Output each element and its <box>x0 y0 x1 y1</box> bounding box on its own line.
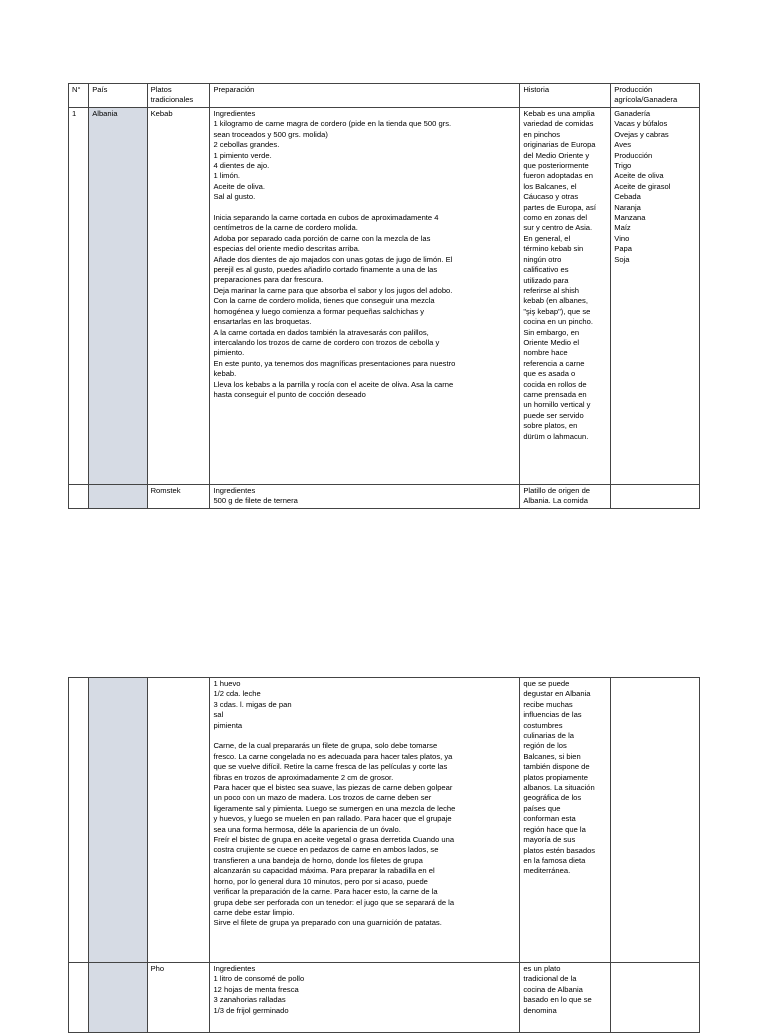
preparation-cell <box>210 485 520 509</box>
text-line: A la carne cortada en dados también la atravesarás con palillos, <box>213 327 429 337</box>
text-line: 12 hojas de menta fresca <box>213 984 299 994</box>
text-line: Ovejas y cabras <box>614 129 669 139</box>
text-line: que posteriormente <box>523 161 589 171</box>
text-line: Cáucaso y otras <box>523 192 579 202</box>
text-line: recibe muchas <box>523 699 573 709</box>
table-row <box>69 485 700 509</box>
text-line: Platillo de origen de <box>523 486 591 495</box>
text-line: culinarias de la <box>523 731 574 741</box>
text-line: basado en lo que se <box>523 995 592 1005</box>
text-line: "şiş kebap"), que se <box>523 306 591 316</box>
header-pais: País <box>89 84 147 108</box>
text-line: países que <box>523 803 561 813</box>
text-line: 2 cebollas grandes. <box>213 140 280 150</box>
history-cell <box>520 485 611 509</box>
text-line: platos estén basados <box>523 845 596 855</box>
text-line: Albania. La comida <box>523 496 588 506</box>
text-line: costumbres <box>523 720 563 730</box>
text-line: intercalando los trozos de carne de cordero con trozos de cebolla y <box>213 337 440 347</box>
text-line: Con la carne de cordero molida, tienes que conseguir una mezcla <box>213 296 435 306</box>
text-line: kebab (en albanes, <box>523 296 588 306</box>
text-line: Ganadería <box>614 109 651 118</box>
text-line: que es asada o <box>523 369 576 379</box>
text-line: Aceite de oliva. <box>213 181 265 191</box>
text-line: Aceite de oliva <box>614 171 664 181</box>
text-line: originarias de Europa <box>523 140 596 150</box>
text-line: perejil es al gusto, puedes añadirlo cortado finamente a una de las <box>213 265 438 275</box>
text-line: ningún otro <box>523 254 562 264</box>
text-line: cocina en un pincho. <box>523 317 593 327</box>
text-line: grupa debe ser perforada con un tenedor: el jugo que se separará de la <box>213 897 455 907</box>
history-cell <box>520 963 611 1033</box>
text-line: Sal al gusto. <box>213 192 256 202</box>
text-line: utilizado para <box>523 275 569 285</box>
text-line: Aves <box>614 140 632 150</box>
text-line: Sirve el filete de grupa ya preparado con una guarnición de patatas. <box>213 918 442 928</box>
dish-name: Kebab <box>147 108 210 485</box>
text-line: Producción <box>614 150 653 160</box>
production-cell <box>611 963 700 1033</box>
text-line: Para hacer que el bistec sea suave, las piezas de carne deben golpear <box>213 783 453 793</box>
text-line: partes de Europa, así <box>523 202 596 212</box>
text-line: Maíz <box>614 223 631 233</box>
text-line: geográfica de los <box>523 793 582 803</box>
country-cell <box>89 963 147 1033</box>
text-line: alcanzarán su capacidad máxima. Para preparar la rabadilla en el <box>213 866 435 876</box>
text-line: es un plato <box>523 964 561 973</box>
production-cell <box>611 485 700 509</box>
row-number <box>69 678 89 963</box>
document-page-2 <box>68 677 700 1033</box>
text-line: influencias de las <box>523 710 582 720</box>
text-line: tradicional de la <box>523 974 577 984</box>
text-line: horno, por lo general dura 10 minutos, pero por si acaso, puede <box>213 876 428 886</box>
table-header-row <box>69 84 700 108</box>
row-number <box>69 485 89 509</box>
text-line: un hornillo vertical y <box>523 400 591 410</box>
text-line: pimienta <box>213 720 243 730</box>
text-line: Vino <box>614 233 630 243</box>
text-line: 1/2 cda. leche <box>213 689 261 699</box>
text-line: que se puede <box>523 679 570 688</box>
dish-name <box>147 678 210 963</box>
header-historia: Historia <box>520 84 611 108</box>
text-line: que se vuelve difícil. Retire la carne fresca de las películas y corte las <box>213 762 448 772</box>
text-line: Ingredientes <box>213 964 256 973</box>
text-line: carne debe estar limpio. <box>213 907 295 917</box>
preparation-cell <box>210 678 520 963</box>
dish-name: Pho <box>147 963 210 1033</box>
text-line: conforman esta <box>523 814 576 824</box>
dish-name: Romstek <box>147 485 210 509</box>
text-line: especias del oriente medio descritas arriba. <box>213 244 360 254</box>
text-line: degustar en Albania <box>523 689 591 699</box>
text-line: En general, el <box>523 233 571 243</box>
text-line: cocina de Albania <box>523 984 583 994</box>
text-line: ensartarlas en las broquetas. <box>213 317 312 327</box>
text-line: platos propiamente <box>523 772 588 782</box>
text-line: 1/3 de frijol germinado <box>213 1005 289 1015</box>
text-line: calificativo es <box>523 265 569 275</box>
text-line: sea una forma hermosa, déle la apariencia de un óvalo. <box>213 824 401 834</box>
text-line: verificar la preparación de la carne. Para hacer esto, la carne de la <box>213 887 438 897</box>
header-platos: Platos tradicionales <box>147 84 210 108</box>
country-cell: Albania <box>89 108 147 485</box>
text-line: sal <box>213 710 224 720</box>
text-line: Inicia separando la carne cortada en cubos de aproximadamente 4 <box>213 213 439 223</box>
text-line: Aceite de girasol <box>614 181 671 191</box>
text-line: Ingredientes <box>213 109 256 118</box>
text-line: región hace que la <box>523 824 586 834</box>
country-cell <box>89 678 147 963</box>
text-line: Balcanes, si bien <box>523 751 581 761</box>
text-line: transfieren a una bandeja de horno, donde los filetes de grupa <box>213 855 423 865</box>
text-line: 1 pimiento verde. <box>213 150 272 160</box>
history-cell <box>520 108 611 485</box>
text-line: preparaciones para dar frescura. <box>213 275 324 285</box>
text-line: Cebada <box>614 192 641 202</box>
text-line: Sin embargo, en <box>523 327 580 337</box>
text-line: variedad de comidas <box>523 119 594 129</box>
text-line: sobre platos, en <box>523 421 578 431</box>
text-line: Añade dos dientes de ajo majados con unas gotas de jugo de limón. El <box>213 254 453 264</box>
text-line: como en zonas del <box>523 213 588 223</box>
text-line: referirse al shish <box>523 285 580 295</box>
text-line: 1 kilogramo de carne magra de cordero (pide en la tienda que 500 grs. <box>213 119 452 129</box>
dishes-table-page-2 <box>68 677 700 1033</box>
text-line: mayoría de sus <box>523 835 576 845</box>
text-line: Freír el bistec de grupa en aceite vegetal o grasa derretida Cuando una <box>213 835 455 845</box>
text-line: homogénea y luego comienza a formar pequeñas salchichas y <box>213 306 425 316</box>
country-cell <box>89 485 147 509</box>
dishes-table-page-1 <box>68 83 700 509</box>
text-line: En este punto, ya tenemos dos magníficas presentaciones para nuestro <box>213 358 456 368</box>
text-line: del Medio Oriente y <box>523 150 590 160</box>
production-cell <box>611 108 700 485</box>
history-cell <box>520 678 611 963</box>
text-line: 3 zanahorias ralladas <box>213 995 286 1005</box>
text-line: región de los <box>523 741 567 751</box>
header-produccion: Producción agrícola/Ganadera <box>611 84 700 108</box>
preparation-cell <box>210 108 520 485</box>
table-row <box>69 678 700 963</box>
text-line: 1 litro de consomé de pollo <box>213 974 305 984</box>
text-line: puede ser servido <box>523 410 584 420</box>
text-line: Adoba por separado cada porción de carne con la mezcla de las <box>213 233 431 243</box>
text-line: en pinchos <box>523 129 561 139</box>
text-line: costra crujiente se cuece en pedazos de carne en ambos lados, se <box>213 845 439 855</box>
text-line: referencia a carne <box>523 358 585 368</box>
text-line: albanos. La situación <box>523 783 595 793</box>
text-line: fueron adoptadas en <box>523 171 593 181</box>
text-line: hasta conseguir el punto de cocción deseado <box>213 389 366 399</box>
text-line: 4 dientes de ajo. <box>213 161 270 171</box>
text-line: Papa <box>614 244 633 254</box>
text-line: un poco con un mazo de madera. Los trozos de carne deben ser <box>213 793 432 803</box>
text-line: Carne, de la cual prepararás un filete de grupa, solo debe tomarse <box>213 741 438 751</box>
text-line: 3 cdas. l. migas de pan <box>213 699 292 709</box>
text-line: Ingredientes <box>213 486 256 495</box>
table-row <box>69 108 700 485</box>
text-line: Trigo <box>614 161 632 171</box>
text-line: Naranja <box>614 202 641 212</box>
text-line: denomina <box>523 1005 557 1015</box>
text-line: kebab. <box>213 369 237 379</box>
text-line: fresco. La carne congelada no es adecuada para hacer tales platos, ya <box>213 751 453 761</box>
text-line: sur y centro de Asia. <box>523 223 593 233</box>
text-line: Soja <box>614 254 630 264</box>
text-line: los Balcanes, el <box>523 181 577 191</box>
text-line: ligeramente sal y pimienta. Luego se sumergen en una mezcla de leche <box>213 803 456 813</box>
text-line: Oriente Medio el <box>523 337 580 347</box>
text-line: en la famosa dieta <box>523 855 586 865</box>
text-line: Lleva los kebabs a la parrilla y rocía con el aceite de oliva. Asa la carne <box>213 379 454 389</box>
blank-line <box>213 203 516 213</box>
header-no: N° <box>69 84 89 108</box>
text-line: y huevos, y luego se muelen en pan rallado. Para hacer que el grupaje <box>213 814 452 824</box>
header-preparacion: Preparación <box>210 84 520 108</box>
row-number <box>69 963 89 1033</box>
text-line: cocida en rollos de <box>523 379 587 389</box>
text-line: sean troceados y 500 grs. molida) <box>213 129 328 139</box>
text-line: Vacas y búfalos <box>614 119 668 129</box>
text-line: Kebab es una amplia <box>523 109 595 118</box>
production-cell <box>611 678 700 963</box>
table-row <box>69 963 700 1033</box>
text-line: centímetros de la carne de cordero molida. <box>213 223 358 233</box>
row-number: 1 <box>69 108 89 485</box>
text-line: también dispone de <box>523 762 590 772</box>
text-line: fibras en trozos de aproximadamente 2 cm de grosor. <box>213 772 394 782</box>
text-line: pimiento. <box>213 348 245 358</box>
text-line: mediterránea. <box>523 866 571 876</box>
preparation-cell <box>210 963 520 1033</box>
document-page-1 <box>68 83 700 509</box>
text-line: carne prensada en <box>523 389 587 399</box>
text-line: Manzana <box>614 213 646 223</box>
blank-line <box>213 731 516 741</box>
text-line: término kebab sin <box>523 244 584 254</box>
text-line: nombre hace <box>523 348 568 358</box>
text-line: dürüm o lahmacun. <box>523 431 589 441</box>
text-line: 500 g de filete de ternera <box>213 496 298 506</box>
text-line: Deja marinar la carne para que absorba el sabor y los jugos del adobo. <box>213 285 453 295</box>
text-line: 1 limón. <box>213 171 241 181</box>
text-line: 1 huevo <box>213 679 241 688</box>
